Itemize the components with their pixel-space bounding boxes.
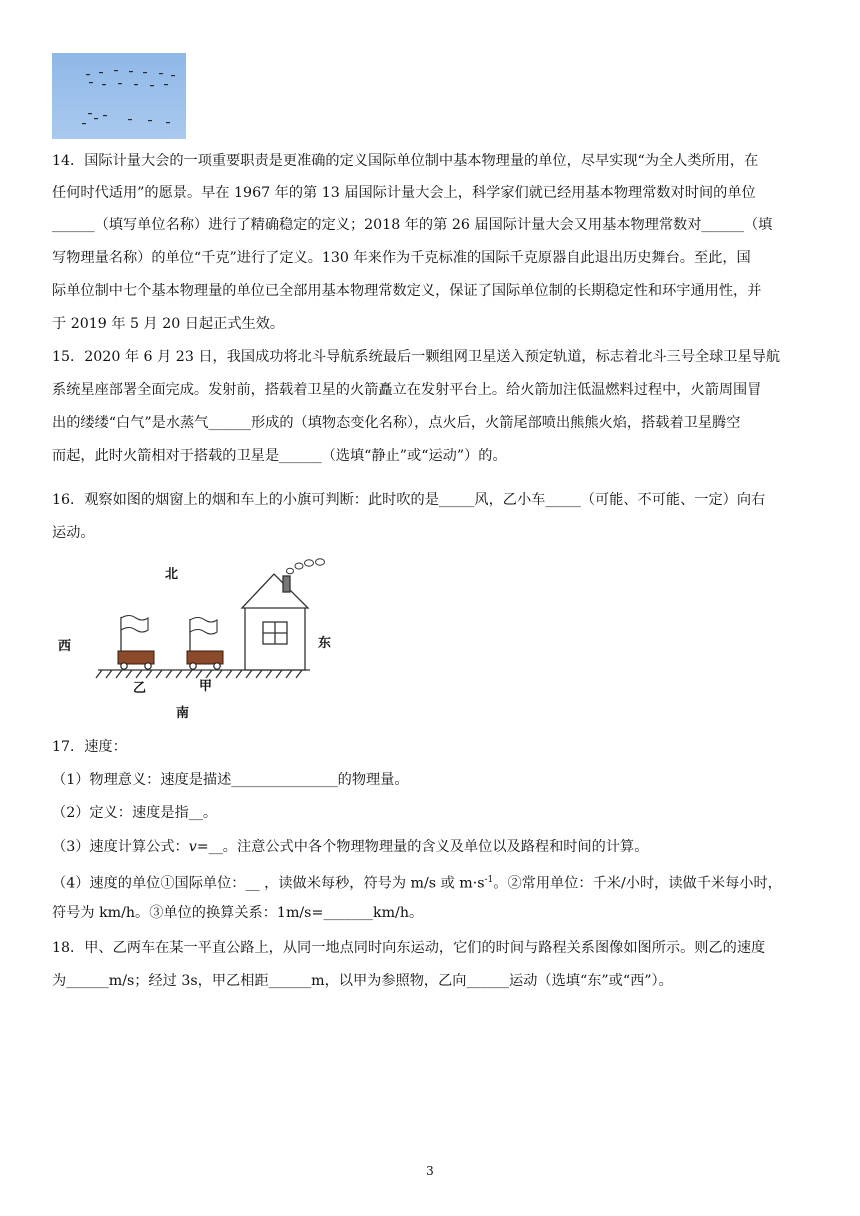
north-label: 北 [165, 566, 179, 581]
q18-line-2: 为______m/s；经过 3s，甲乙相距______m，以甲为参照物，乙向______运动（选填“东”或“西”）。 [52, 973, 673, 989]
q18-line-1: 18．甲、乙两车在某一平直公路上，从同一地点同时向东运动，它们的时间与路程关系图像如图所示。则乙的速度 [52, 940, 766, 956]
birds-sky-photo [52, 53, 186, 139]
house [242, 574, 308, 670]
west-label: 西 [58, 638, 72, 653]
q15-line-2: 系统星座部署全面完成。发射前，搭载着卫星的火箭矗立在发射平台上。给火箭加注低温燃料过程中，火箭周围冒 [52, 382, 762, 398]
q15-line-3: 出的缕缕“白气”是水蒸气______形成的（填物态变化名称），点火后，火箭尾部喷出熊熊火焰，搭载着卫星腾空 [52, 415, 741, 431]
chimney-smoke [287, 559, 325, 574]
q14-line-6: 于 2019 年 5 月 20 日起正式生效。 [52, 316, 285, 332]
q14-line-5: 际单位制中七个基本物理量的单位已全部用基本物理常数定义，保证了国际单位制的长期稳定性和环宇通用性，并 [52, 283, 762, 299]
q17-part-3 [52, 837, 812, 857]
q17-title: 17．速度： [52, 739, 127, 755]
q17-part-4-line-1 [52, 870, 812, 894]
q17-part-3-prefix: （3）速度计算公式： [52, 839, 189, 855]
cart-yi-label: 乙 [133, 680, 147, 695]
south-label: 南 [176, 705, 190, 720]
page-number: 3 [426, 1164, 434, 1178]
q16-line-1: 16．观察如图的烟窗上的烟和车上的小旗可判断：此时吹的是_____风，乙小车_____（可能、不可能、一定）向右 [52, 492, 766, 508]
ground [96, 670, 310, 678]
q17-velocity-symbol: v [188, 839, 197, 855]
q16-line-2: 运动。 [52, 525, 95, 541]
q17-part-4-line-2: 符号为 km/h。③单位的换算关系：1m/s=_______km/h。 [52, 905, 424, 921]
q14-line-4: 写物理量名称）的单位“千克”进行了定义。130 年来作为千克标准的国际千克原器自此退出历史舞台。至此，国 [52, 250, 751, 266]
q17-part-4-suffix: 。②常用单位：千米/小时，读做千米每小时， [493, 875, 782, 892]
q15-line-1: 15．2020 年 6 月 23 日，我国成功将北斗导航系统最后一颗组网卫星送入预定轨道，标志着北斗三号全球卫星导航 [52, 349, 781, 365]
q17-part-4-prefix: （4）速度的单位①国际单位：__ ，读做米每秒，符号为 m/s 或 m·s [52, 875, 485, 892]
q17-part-2: （2）定义：速度是指__。 [52, 805, 218, 821]
q17-part-3-suffix: =__。注意公式中各个物理物理量的含义及单位以及路程和时间的计算。 [196, 839, 649, 855]
q17-superscript: -1 [484, 875, 494, 885]
cart-jia-label: 甲 [199, 678, 213, 693]
q15-line-4: 而起，此时火箭相对于搭载的卫星是______（选填“静止”或“运动”）的。 [52, 448, 507, 464]
wind-direction-figure [52, 552, 352, 727]
cart-yi [118, 616, 154, 670]
east-label: 东 [318, 635, 332, 650]
q14-line-1: 14．国际计量大会的一项重要职责是更准确的定义国际单位制中基本物理量的单位，尽早实现“为全人类所用，在 [52, 153, 759, 169]
q14-line-3: ______（填写单位名称）进行了精确稳定的定义；2018 年的第 26 届国际计量大会又用基本物理常数对______（填 [52, 217, 773, 233]
q17-part-1: （1）物理意义：速度是描述_______________的物理量。 [52, 772, 409, 788]
q14-line-2: 任何时代适用”的愿景。早在 1967 年的第 13 届国际计量大会上，科学家们就已经用基本物理常数对时间的单位 [52, 185, 756, 201]
cart-jia [187, 618, 223, 670]
